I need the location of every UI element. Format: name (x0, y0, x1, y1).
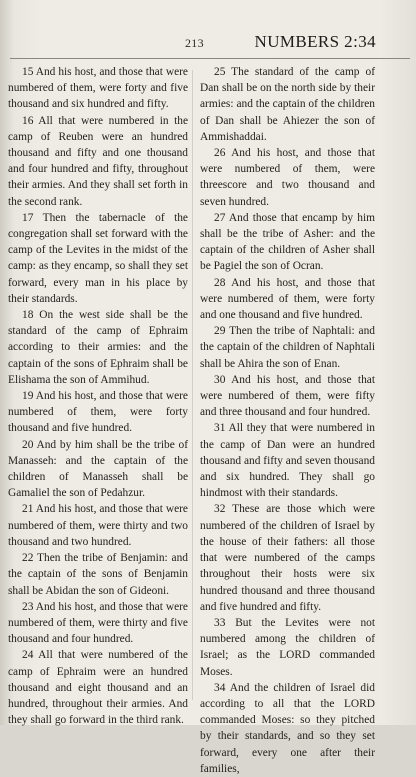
verse: 28 And his host, and those that were numbered of them, were forty and one thousand and five hundred. (200, 276, 375, 322)
left-column (8, 64, 188, 728)
verse: 24 All that were numbered of the camp of Ephraim were an hundred thousand and eight thousand and an hundred, throughout their armies. And they shall go forward in the third rank. (8, 649, 188, 727)
verse: 17 Then the tabernacle of the congregation shall set forward with the camp of the Levites in the midst of the camp: as they encamp, so shall they set forward, every man in his place by their standards. (8, 211, 188, 305)
verse: 32 These are those which were numbered of the children of Israel by the house of their fathers: all those that were numbered of the camps throughout their hosts were six hundred thousand and three thousand and five hundred and fifty. (200, 503, 375, 613)
verse: 21 And his host, and those that were numbered of them, were thirty and two thousand and two hundred. (8, 503, 188, 548)
verse: 31 All they that were numbered in the camp of Dan were an hundred thousand and fifty and seven thousand and six hundred. They shall go hindmost with their standards. (200, 422, 375, 500)
verse: 27 And those that encamp by him shall be the tribe of Asher: and the captain of the children of Asher shall be Pagiel the son of Ocran. (200, 211, 375, 273)
verse: 34 And the children of Israel did according to all that the LORD commanded Moses: so they pitched by their standards, and so they set forward, every one after their families, (200, 681, 375, 775)
verse: 22 Then the tribe of Benjamin: and the captain of the sons of Benjamin shall be Abidan the son of Gideoni. (8, 552, 188, 597)
verse: 16 All that were numbered in the camp of Reuben were an hundred thousand and fifty and one thousand and four hundred and fifty, throughout their armies. And they shall set forth in the second rank. (8, 114, 188, 208)
verse: 23 And his host, and those that were numbered of them, were thirty and five thousand and four hundred. (8, 600, 188, 646)
verse: 26 And his host, and those that were numbered of them, were threescore and two thousand and seven hundred. (200, 147, 375, 208)
page-header (0, 30, 416, 56)
verse: 20 And by him shall be the tribe of Manasseh: and the captain of the children of Manasseh shall be Gamaliel the son of Pedahzur. (8, 438, 188, 500)
column-gutter (192, 70, 193, 700)
verse: 15 And his host, and those that were numbered of them, were forty and five thousand and six hundred and fifty. (8, 66, 188, 111)
verse: 19 And his host, and those that were numbered of them, were forty thousand and five hundred. (8, 390, 188, 435)
verse: 25 The standard of the camp of Dan shall be on the north side by their armies: and the captain of the children of Dan shall be Ahiezer the son of Ammishaddai. (200, 66, 375, 143)
verse: 33 But the Levites were not numbered among the children of Israel; as the LORD commanded Moses. (200, 616, 375, 678)
verse: 30 And his host, and those that were numbered of them, were fifty and three thousand and four hundred. (200, 373, 375, 419)
verse: 29 Then the tribe of Naphtali: and the captain of the children of Naphtali shall be Ahira the son of Enan. (200, 325, 375, 370)
page-number: 213 (185, 36, 204, 50)
verse: 18 On the west side shall be the standard of the camp of Ephraim according to their armies: and the captain of the sons of Ephraim shall be Elishama the son of Ammihud. (8, 309, 188, 386)
running-head: NUMBERS 2:34 (254, 32, 376, 51)
right-column (200, 64, 375, 777)
header-rule (10, 58, 410, 59)
